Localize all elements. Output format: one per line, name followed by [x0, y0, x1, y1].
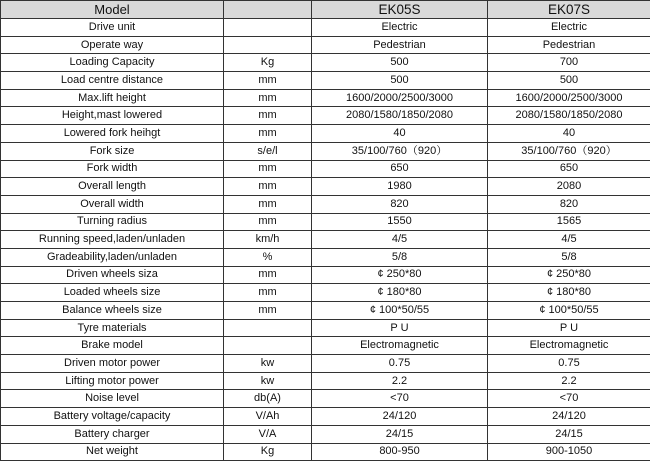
param-cell: Loaded wheels size	[1, 284, 224, 302]
ek05s-value-cell: ¢ 100*50/55	[312, 302, 488, 320]
table-row	[1, 107, 650, 125]
table-row	[1, 160, 650, 178]
ek07s-value-cell: Electric	[488, 19, 650, 37]
unit-cell: mm	[224, 213, 312, 231]
unit-cell: mm	[224, 178, 312, 196]
table-row	[1, 266, 650, 284]
param-cell: Running speed,laden/unladen	[1, 231, 224, 249]
param-cell: Net weight	[1, 443, 224, 461]
param-cell: Tyre materials	[1, 319, 224, 337]
ek05s-value-cell: 1600/2000/2500/3000	[312, 89, 488, 107]
table-row	[1, 319, 650, 337]
unit-cell: Kg	[224, 443, 312, 461]
ek07s-value-cell: ¢ 250*80	[488, 266, 650, 284]
ek05s-value-cell: 820	[312, 195, 488, 213]
ek07s-value-cell: 2080/1580/1850/2080	[488, 107, 650, 125]
ek07s-value-cell: 820	[488, 195, 650, 213]
ek05s-value-cell: 35/100/760（920）	[312, 142, 488, 160]
ek07s-value-cell: 500	[488, 72, 650, 90]
param-cell: Lifting motor power	[1, 372, 224, 390]
ek07s-value-cell: <70	[488, 390, 650, 408]
table-row	[1, 425, 650, 443]
param-cell: Max.lift height	[1, 89, 224, 107]
ek05s-value-cell: 24/15	[312, 425, 488, 443]
param-cell: Battery voltage/capacity	[1, 408, 224, 426]
ek07s-value-cell: 0.75	[488, 355, 650, 373]
unit-cell: db(A)	[224, 390, 312, 408]
table-row	[1, 302, 650, 320]
param-cell: Height,mast lowered	[1, 107, 224, 125]
header-unit	[224, 1, 312, 19]
param-cell: Fork width	[1, 160, 224, 178]
table-row	[1, 195, 650, 213]
ek07s-value-cell: 1600/2000/2500/3000	[488, 89, 650, 107]
unit-cell: %	[224, 248, 312, 266]
ek05s-value-cell: Pedestrian	[312, 36, 488, 54]
ek05s-value-cell: ¢ 250*80	[312, 266, 488, 284]
ek05s-value-cell: 4/5	[312, 231, 488, 249]
param-cell: Turning radius	[1, 213, 224, 231]
table-row	[1, 372, 650, 390]
param-cell: Gradeability,laden/unladen	[1, 248, 224, 266]
param-cell: Noise level	[1, 390, 224, 408]
unit-cell: mm	[224, 107, 312, 125]
ek07s-value-cell: 2.2	[488, 372, 650, 390]
table-row	[1, 178, 650, 196]
unit-cell	[224, 337, 312, 355]
param-cell: Driven wheels siza	[1, 266, 224, 284]
ek07s-value-cell: 900-1050	[488, 443, 650, 461]
ek07s-value-cell: Electromagnetic	[488, 337, 650, 355]
ek07s-value-cell: ¢ 100*50/55	[488, 302, 650, 320]
unit-cell: mm	[224, 89, 312, 107]
param-cell: Brake model	[1, 337, 224, 355]
unit-cell: mm	[224, 302, 312, 320]
ek05s-value-cell: 1980	[312, 178, 488, 196]
ek07s-value-cell: 650	[488, 160, 650, 178]
ek07s-value-cell: Pedestrian	[488, 36, 650, 54]
param-cell: Loading Capacity	[1, 54, 224, 72]
table-row	[1, 125, 650, 143]
param-cell: Lowered fork heihgt	[1, 125, 224, 143]
unit-cell	[224, 319, 312, 337]
unit-cell: mm	[224, 160, 312, 178]
table-row	[1, 89, 650, 107]
ek07s-value-cell: 5/8	[488, 248, 650, 266]
table-row	[1, 443, 650, 461]
ek05s-value-cell: Electric	[312, 19, 488, 37]
table-row	[1, 213, 650, 231]
table-row	[1, 355, 650, 373]
ek05s-value-cell: 500	[312, 72, 488, 90]
param-cell: Battery charger	[1, 425, 224, 443]
unit-cell	[224, 19, 312, 37]
unit-cell: V/Ah	[224, 408, 312, 426]
header-model-ek07s: EK07S	[488, 1, 650, 19]
table-row	[1, 337, 650, 355]
ek07s-value-cell: 35/100/760（920）	[488, 142, 650, 160]
ek05s-value-cell: 800-950	[312, 443, 488, 461]
unit-cell: kw	[224, 372, 312, 390]
spec-table-body	[1, 1, 650, 461]
ek07s-value-cell: 24/15	[488, 425, 650, 443]
table-row	[1, 284, 650, 302]
ek05s-value-cell: P U	[312, 319, 488, 337]
unit-cell: mm	[224, 125, 312, 143]
ek07s-value-cell: 2080	[488, 178, 650, 196]
param-cell: Fork size	[1, 142, 224, 160]
ek05s-value-cell: <70	[312, 390, 488, 408]
unit-cell: mm	[224, 266, 312, 284]
unit-cell: mm	[224, 284, 312, 302]
unit-cell	[224, 36, 312, 54]
unit-cell: s/e/l	[224, 142, 312, 160]
ek07s-value-cell: 24/120	[488, 408, 650, 426]
param-cell: Operate way	[1, 36, 224, 54]
ek07s-value-cell: 1565	[488, 213, 650, 231]
table-row	[1, 231, 650, 249]
ek05s-value-cell: 2.2	[312, 372, 488, 390]
ek05s-value-cell: Electromagnetic	[312, 337, 488, 355]
param-cell: Load centre distance	[1, 72, 224, 90]
ek05s-value-cell: 2080/1580/1850/2080	[312, 107, 488, 125]
table-row	[1, 72, 650, 90]
table-row	[1, 408, 650, 426]
unit-cell: km/h	[224, 231, 312, 249]
param-cell: Drive unit	[1, 19, 224, 37]
ek05s-value-cell: 0.75	[312, 355, 488, 373]
ek05s-value-cell: 500	[312, 54, 488, 72]
ek05s-value-cell: 1550	[312, 213, 488, 231]
ek07s-value-cell: 700	[488, 54, 650, 72]
param-cell: Overall length	[1, 178, 224, 196]
unit-cell: kw	[224, 355, 312, 373]
ek07s-value-cell: 4/5	[488, 231, 650, 249]
param-cell: Driven motor power	[1, 355, 224, 373]
ek07s-value-cell: 40	[488, 125, 650, 143]
unit-cell: V/A	[224, 425, 312, 443]
table-row	[1, 390, 650, 408]
param-cell: Balance wheels size	[1, 302, 224, 320]
ek05s-value-cell: 5/8	[312, 248, 488, 266]
unit-cell: mm	[224, 72, 312, 90]
ek05s-value-cell: 24/120	[312, 408, 488, 426]
table-header-row	[1, 1, 650, 19]
table-row	[1, 19, 650, 37]
ek05s-value-cell: 40	[312, 125, 488, 143]
unit-cell: mm	[224, 195, 312, 213]
table-row	[1, 36, 650, 54]
table-row	[1, 54, 650, 72]
table-row	[1, 142, 650, 160]
table-row	[1, 248, 650, 266]
ek05s-value-cell: ¢ 180*80	[312, 284, 488, 302]
ek05s-value-cell: 650	[312, 160, 488, 178]
ek07s-value-cell: P U	[488, 319, 650, 337]
ek07s-value-cell: ¢ 180*80	[488, 284, 650, 302]
param-cell: Overall width	[1, 195, 224, 213]
header-model-label: Model	[1, 1, 224, 19]
header-model-ek05s: EK05S	[312, 1, 488, 19]
unit-cell: Kg	[224, 54, 312, 72]
